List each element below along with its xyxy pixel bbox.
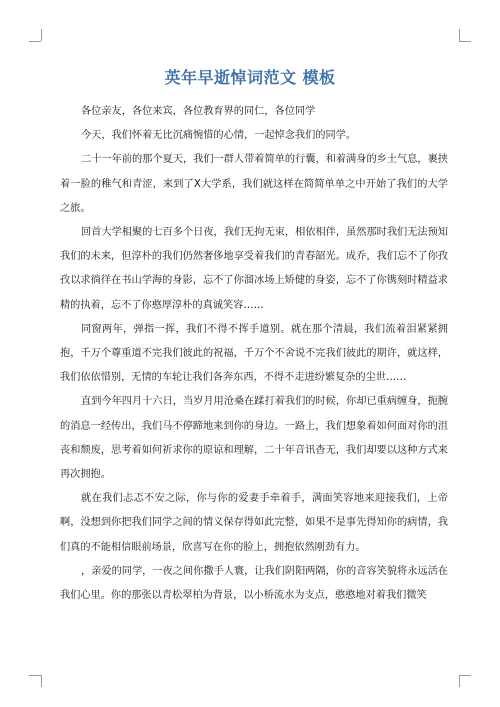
crop-mark xyxy=(41,29,42,41)
paragraph: 直到今年四月十六日，当岁月用沧桑在蹂打着我们的时候，你却已重病缠身，扼腕的消息一经传出，我们马不停蹄地来到你的身边。一路上，我们想象着如何面对你的沮丧和颓废，思考着如何祈求你的原谅和理解，二十年音讯杳无，我们却要以这种方式来再次拥抱。 xyxy=(60,396,448,481)
paragraph: 回首大学相聚的七百多个日夜，我们无拘无束，相依相伴，虽然那时我们无法预知我们的未来，但淳朴的我们仍然奢侈地享受着我们的青春韶光。成乔，我们忘不了你孜孜以求徜徉在书山学海的身影，忘不了你溜冰场上矫健的身姿，忘不了你镌刻时精益求精的执着，忘不了你憨厚淳朴的真诚笑容…… xyxy=(60,227,448,311)
paragraph: 就在我们忐忑不安之际，你与你的爱妻手牵着手，满面笑容地来迎接我们，上帝啊，没想到你把我们同学之间的情义保存得如此完整，如果不是事先得知你的病情，我们真的不能相信眼前场景，欣喜写在你的脸上，拥抱依然刚劲有力。 xyxy=(60,493,448,553)
document-body xyxy=(60,100,448,608)
crop-mark xyxy=(29,675,41,676)
crop-mark xyxy=(459,41,471,42)
crop-mark xyxy=(29,41,41,42)
paragraph: 各位亲友，各位来宾，各位教育界的同仁，各位同学 xyxy=(81,106,316,117)
paragraph: 今天，我们怀着无比沉痛惋惜的心情，一起悼念我们的同学。 xyxy=(81,130,357,142)
crop-mark xyxy=(41,675,42,687)
paragraph: 同窗两年，弹指一挥，我们不得不挥手道别。就在那个清晨，我们流着泪紧紧拥抱，千万个尊重道不完我们彼此的祝福，千万个不舍说不完我们彼此的期许，就这样，我们依依惜别，无情的车轮让我们各奔东西，不得不走进纷繁复杂的尘世…… xyxy=(60,323,448,384)
paragraph: ，亲爱的同学，一夜之间你撒手人寰，让我们阴阳两隔，你的音容笑貌将永远活在我们心里。你的那张以青松翠柏为背景，以小桥流水为支点，憨憨地对着我们微笑 xyxy=(60,565,448,602)
document-title: 英年早逝悼词范文 模板 xyxy=(164,68,336,87)
crop-mark xyxy=(459,29,460,41)
crop-mark xyxy=(459,675,460,687)
paragraph: 二十一年前的那个夏天，我们一群人带着简单的行囊，和着满身的乡土气息，裹挟着一脸的稚气和青涩，来到了X大学系，我们就这样在简简单单之中开始了我们的大学之旅。 xyxy=(60,154,448,214)
crop-mark xyxy=(459,675,471,676)
